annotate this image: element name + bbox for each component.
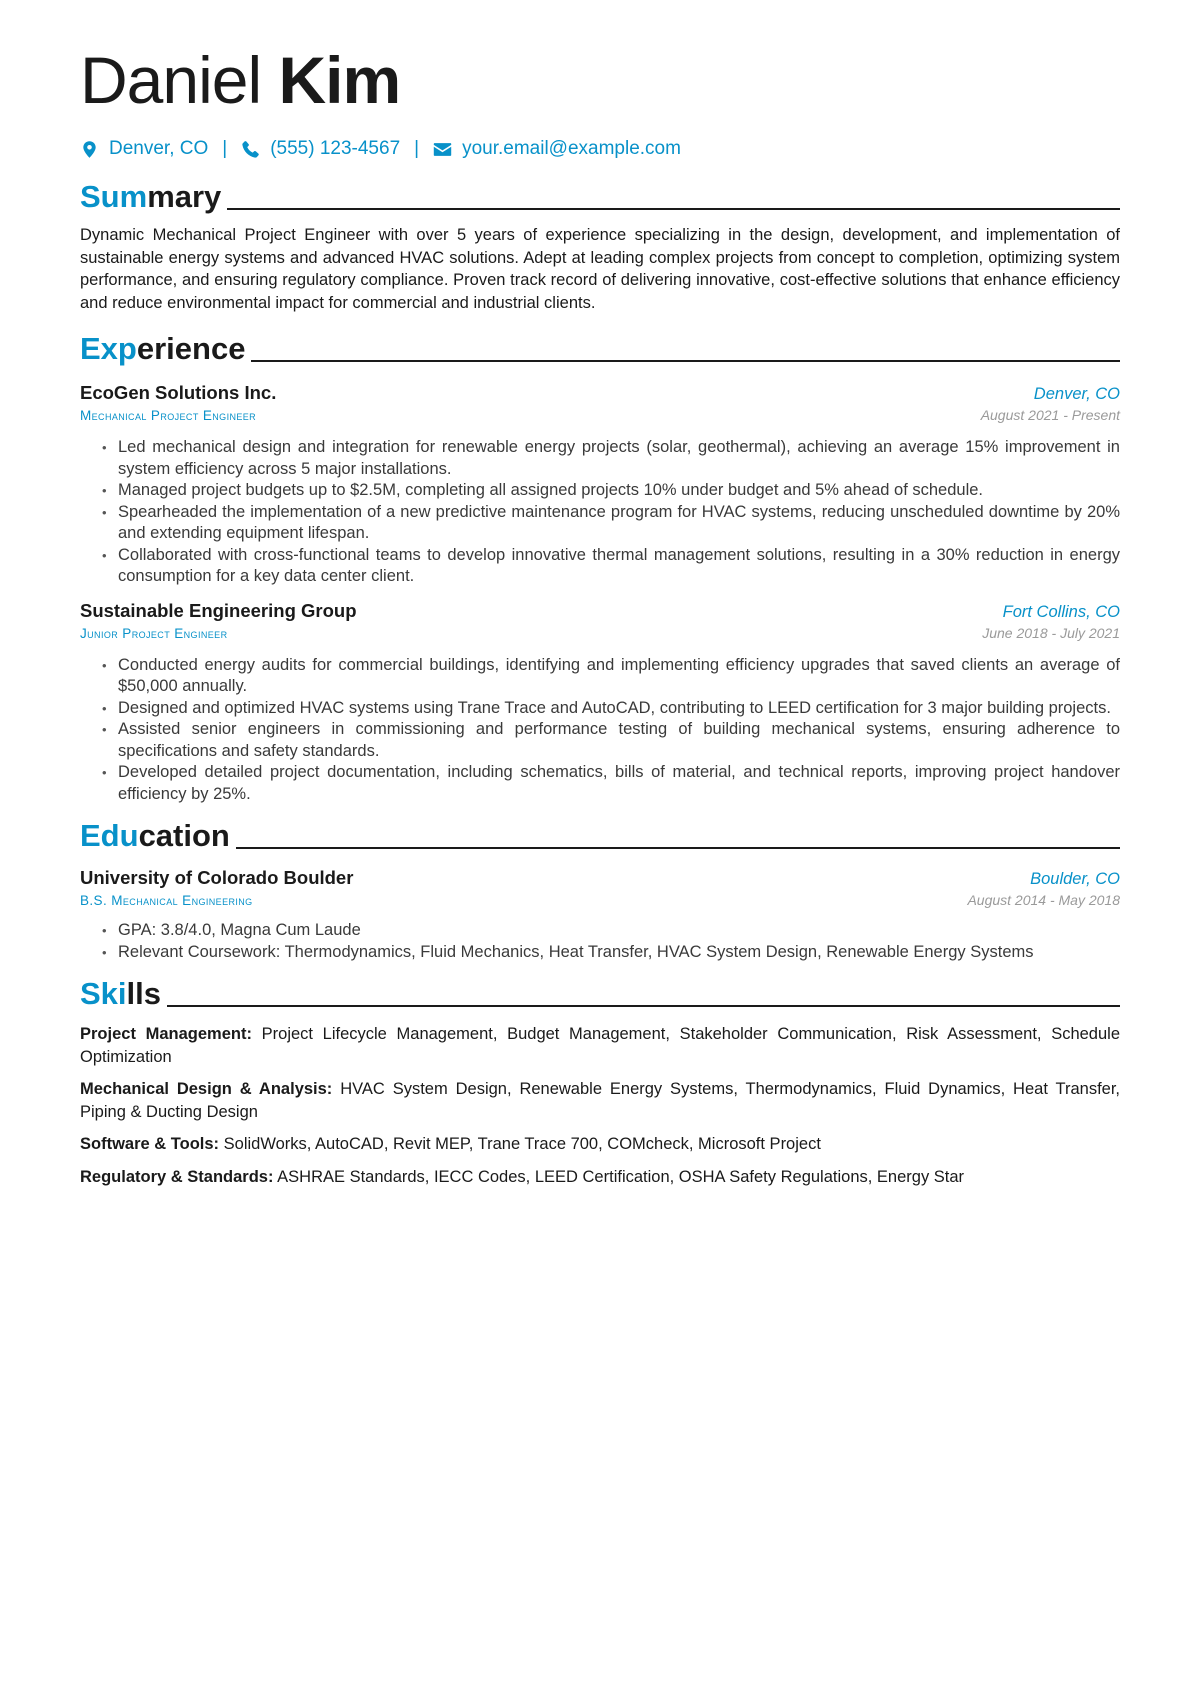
title-rest: erience [136,331,246,366]
section-rule [251,360,1120,362]
experience-heading [80,326,1120,368]
bullet-list [80,920,1120,963]
degree-title: B.S. Mechanical Engineering [80,893,253,908]
skill-category: Mechanical Design & Analysis: [80,1080,333,1098]
summary-text: Dynamic Mechanical Project Engineer with over 5 years of experience specializing in the design, development, and implementation of sustainable energy systems and advanced HVAC solutions. Adept at leading complex projects from concept to completion, optimizing system performance, and ensuring regulatory compliance. Proven track record of delivering innovative, cost-effective solutions that enhance efficiency and reduce environmental impact for commercial and industrial clients. [80,226,1120,312]
entry-dates: August 2021 - Present [980,407,1120,423]
list-item: • Relevant Coursework: Thermodynamics, Fluid Mechanics, Heat Transfer, HVAC System Design, Renewable Energy Systems [118,942,1120,964]
title-accent: Exp [80,331,137,366]
skill-values: Project Lifecycle Management, Budget Management, Stakeholder Communication, Risk Assessment, Schedule Optimization [80,1025,1120,1066]
list-item: • Spearheaded the implementation of a new predictive maintenance program for HVAC systems, reducing unscheduled downtime by 20% and extending equipment lifespan. [118,502,1120,545]
title-accent: Edu [80,818,139,853]
skill-row [80,1078,1120,1123]
list-item: • Managed project budgets up to $2.5M, completing all assigned projects 10% under budget and 5% ahead of schedule. [118,480,1120,502]
title-rest: mary [147,179,222,214]
contact-separator: | [414,138,420,159]
title-rest: lls [126,976,161,1011]
section-rule [227,208,1120,210]
skill-values: SolidWorks, AutoCAD, Revit MEP, Trane Trace 700, COMcheck, Microsoft Project [223,1135,821,1153]
summary-heading [80,174,1120,216]
section-title [80,178,221,216]
envelope-icon [433,140,452,159]
skill-values: ASHRAE Standards, IECC Codes, LEED Certification, OSHA Safety Regulations, Energy Star [277,1167,965,1186]
contact-bar [80,134,1120,164]
title-accent: Sum [80,179,148,214]
list-item: • Developed detailed project documentation, including schematics, bills of material, and technical reports, improving project handover efficiency by 25%. [118,762,1120,805]
skill-row [80,1166,1120,1189]
company-name: Sustainable Engineering Group [80,599,357,621]
list-item: • Conducted energy audits for commercial buildings, identifying and implementing efficiency upgrades that saved clients an average of $50,000 annually. [118,655,1120,698]
phone-text: (555) 123-4567 [270,138,401,159]
title-rest: cation [138,818,230,853]
location-text: Denver, CO [109,138,209,159]
section-title [80,817,230,855]
bullet-list [80,655,1120,806]
school-name: University of Colorado Boulder [80,867,354,888]
entry-dates: June 2018 - July 2021 [982,624,1120,641]
map-marker-icon [80,140,99,159]
skill-category: Regulatory & Standards: [80,1167,274,1186]
contact-phone[interactable] [241,138,400,160]
phone-icon [241,140,260,159]
experience-entry [80,600,1120,806]
list-item: • Collaborated with cross-functional teams to develop innovative thermal management solutions, resulting in a 30% reduction in energy consumption for a key data center client. [118,545,1120,588]
skills-heading [80,971,1120,1013]
education-heading [80,813,1120,855]
first-name: Daniel [80,43,262,117]
skill-category: Project Management: [80,1025,252,1043]
contact-email[interactable] [433,138,681,160]
skill-row [80,1133,1120,1156]
list-item: • Designed and optimized HVAC systems using Trane Trace and AutoCAD, contributing to LEED certification for 3 major building projects. [118,698,1120,720]
list-item: • Assisted senior engineers in commissioning and performance testing of building mechanical systems, ensuring adherence to specifications and safety standards. [118,719,1120,762]
skills-list [80,1023,1120,1188]
job-title: Mechanical Project Engineer [80,408,257,423]
contact-separator: | [222,138,228,159]
bullet-list [80,437,1120,588]
entry-location: Boulder, CO [1030,870,1120,888]
education-entry [80,867,1120,963]
skill-category: Software & Tools: [80,1135,220,1153]
last-name: Kim [278,43,401,117]
entry-location: Denver, CO [1033,385,1120,403]
list-item: • Led mechanical design and integration for renewable energy projects (solar, geothermal), achieving an average 15% improvement in system efficiency across 5 major installations. [118,437,1120,480]
skill-values: HVAC System Design, Renewable Energy Systems, Thermodynamics, Fluid Dynamics, Heat Transfer, Piping & Ducting Design [80,1080,1120,1121]
entry-location: Fort Collins, CO [1002,602,1120,621]
section-title [80,975,161,1013]
email-link: your.email@example.com [462,138,681,159]
entry-dates: August 2014 - May 2018 [967,892,1120,908]
section-title [80,330,245,368]
resume-page [80,40,1120,1198]
candidate-name [80,40,1120,120]
contact-location [80,138,208,160]
section-rule [167,1005,1120,1007]
experience-entry [80,382,1120,588]
job-title: Junior Project Engineer [80,625,228,641]
section-rule [236,847,1120,849]
title-accent: Ski [80,976,127,1011]
list-item: • GPA: 3.8/4.0, Magna Cum Laude [118,920,1120,942]
skill-row [80,1023,1120,1068]
company-name: EcoGen Solutions Inc. [80,382,277,403]
